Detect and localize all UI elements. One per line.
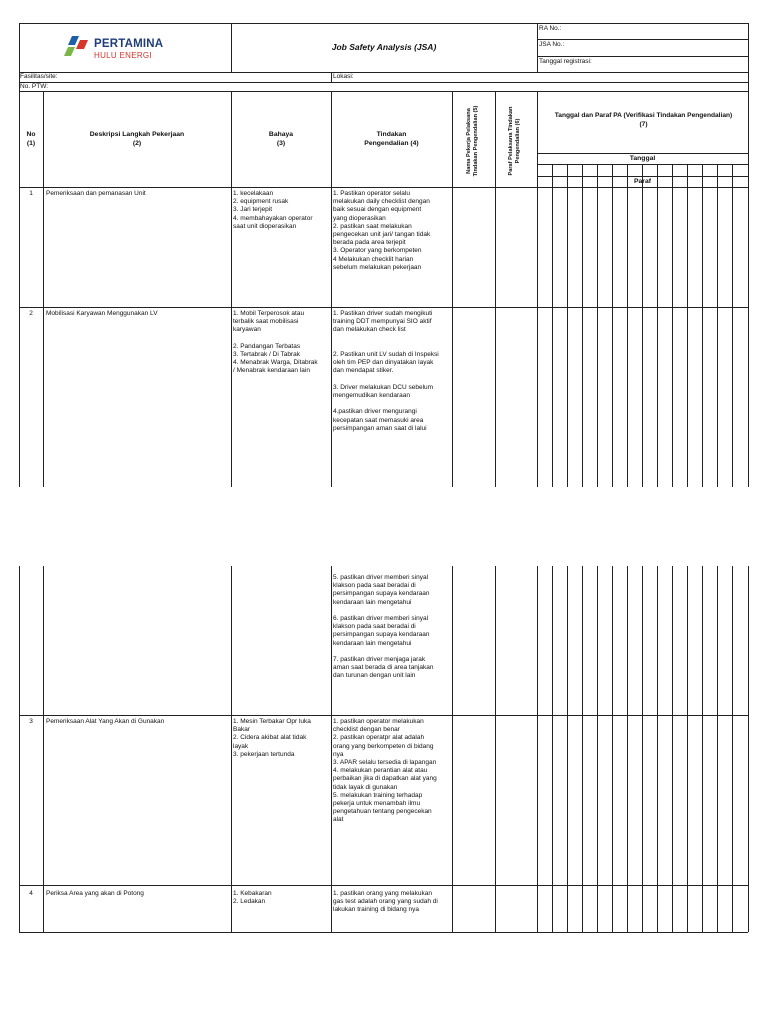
column-header-no: No (1) [26,131,36,147]
no-ptw-field: No. PTW: [20,83,49,90]
row-step: Pemeriksaan Alat Yang Akan di Gunakan [46,718,165,725]
row-hazard: 1. Mobil Terperosok atau terbalik saat mobilisasi karyawan 2. Pandangan Terbatas 3. Tertabrak / Di Tabrak 4. Menabrak Warga, Ditabrak / Menabrak kendaraan lain [233,310,318,375]
row-control: 1. Pastikan driver sudah mengikuti training DDT mempunyai SIO aktif dan melakukan check list 2. Pastikan unit LV sudah di Inspeksi oleh tim PEP dan dinyatakan layak dan mendapat stiker. 3. Driver melakukan DCU sebelum mengemudikan kendaraan 4.pastikan driver mengurangi kecepatan saat memasuki area persimpangan aman saat di lalui [333,310,439,432]
row-step: Pemeriksaan dan pemanasan Unit [46,190,146,197]
paraf-header: Paraf [633,178,651,185]
row-hazard: 1. Kebakaran 2. Ledakan [233,890,272,906]
row-number: 3 [29,718,33,725]
row-number: 4 [29,890,33,897]
row-step: Mobilisasi Karyawan Menggunakan LV [46,310,158,317]
row-control: 1. pastikan orang yang melakukan gas test adalah orang yang sudah di lakukan training di bidang nya [333,890,438,914]
pertamina-logo [64,36,174,62]
column-header-deskripsi: Deskripsi Langkah Pekerjaan (2) [89,131,185,147]
row-control: 5. pastikan driver memberi sinyal klakson pada saat beradai di persimpangan supaya kendaraan kendaraan lain mengetahui 6. pastikan driver memberi sinyal klakson pada saat beradai di persimpangan supaya kendaraan kendaraan lain mengetahui 7. pastikan driver menjaga jarak aman saat berada di area tanjakan dan turunan dengan unit lain [333,574,434,680]
lokasi-field: Lokasi: [333,73,354,80]
tanggal-registrasi-field: Tanggal registrasi: [539,58,592,65]
column-header-tindakan: Tindakan Pengendalian (4) [364,131,419,147]
column-header-paraf-pelaksana: Paraf Pelaksana Tindakan Pengendalian (6) [508,106,521,176]
row-hazard: 1. Mesin Terbakar Opr luka Bakar 2. Cidera akibat alat tidak layak 3. pekerjaan tertunda [233,718,311,758]
row-hazard: 1. kecelakaan 2. equipment rusak 3. Jari terjepit 4. membahayakan operator saat unit dioperasikan [233,190,313,230]
pertamina-logo-icon [64,36,90,58]
logo-subtitle: HULU ENERGI [94,51,152,60]
column-header-nama-pekerja: Nama Pekerja Pelaksana Tindakan Pengendalian (5) [466,105,479,177]
row-control: 1. Pastikan operator selalu melakukan daily checklist dengan baik sesuai dengan equipment yang dioperasikan 2. pastikan saat melakukan pengecekan unit jari/ tangan tidak berada pada area terjepit 3. Operator yang berkompeten 4 Melakukan checklit harian sebelum melakukan pekerjaan [333,190,431,271]
column-header-bahaya: Bahaya (3) [268,131,294,147]
row-step: Periksa Area yang akan di Potong [46,890,144,897]
logo-name: PERTAMINA [94,38,164,50]
tanggal-header: Tanggal [629,155,656,162]
jsa-no-field: JSA No.: [539,41,565,48]
ra-no-field: RA No.: [539,25,562,32]
document-title: Job Safety Analysis (JSA) [331,42,437,52]
row-control: 1. pastikan operator melakukan checklist dengan benar 2. pastikan operatpr alat adalah orang yang berkompeten di bidang nya 3. APAR selalu tersedia di lapangan 4. melakukan perantian alat atau perbaikan jika di dapatkan alat yang tidak layak di gunakan 5. melakukan training terhadap pekerja untuk menambah ilmu pengetahuan tentang pengecekan alat [333,718,437,824]
row-number: 1 [29,190,33,197]
column-header-verifikasi: Tanggal dan Paraf PA (Verifikasi Tindakan Pengendalian) (7) [554,112,733,128]
row-number: 2 [29,310,33,317]
fasilitas-field: Fasilitas/site: [20,73,58,80]
